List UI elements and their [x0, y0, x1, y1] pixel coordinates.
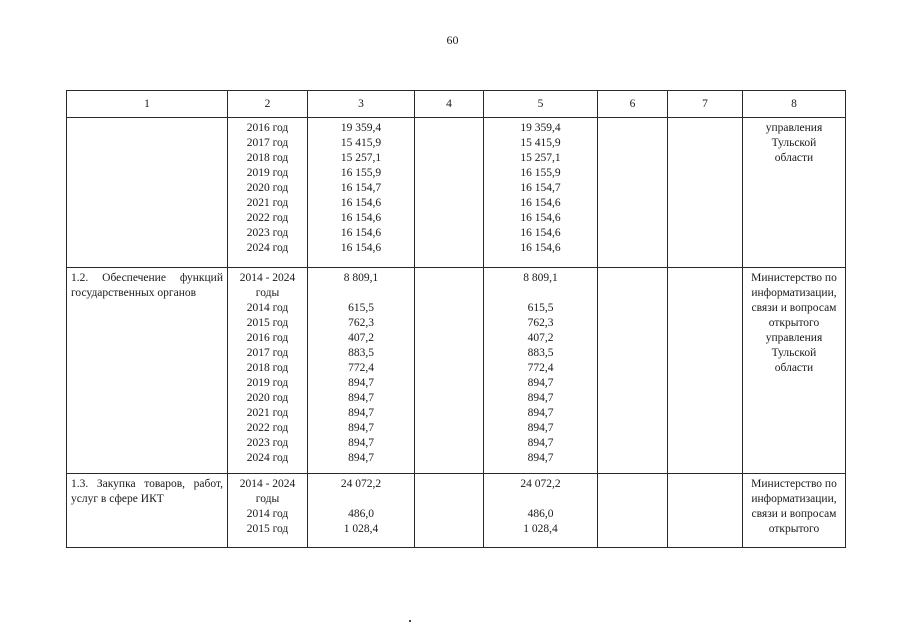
- cell-col-6: [598, 118, 668, 268]
- responsible-line: связи и вопросам: [751, 508, 837, 520]
- table-row: [67, 118, 846, 268]
- cell-period: [228, 268, 308, 474]
- table-row: [67, 474, 846, 548]
- value-line: [484, 286, 597, 301]
- responsible-line: области: [774, 362, 814, 374]
- value-line: 894,7: [348, 377, 374, 389]
- responsible-line: области: [774, 152, 814, 164]
- value-line: 19 359,4: [520, 122, 561, 134]
- responsible-line: управления: [765, 122, 823, 134]
- cell-col-3: [308, 268, 415, 474]
- period-line: 2022 год: [246, 212, 289, 224]
- value-line: 615,5: [348, 302, 374, 314]
- value-line: 16 154,6: [520, 212, 561, 224]
- cell-col-3: [308, 118, 415, 268]
- period-line: годы: [255, 493, 280, 505]
- header-col-3: 3: [308, 91, 415, 118]
- period-line: 2017 год: [246, 137, 289, 149]
- value-line: 16 154,7: [520, 182, 561, 194]
- cell-col-4: [415, 474, 484, 548]
- period-line: 2014 - 2024: [239, 478, 296, 490]
- description-line: 1.3. Закупка товаров, работ,: [71, 478, 223, 490]
- value-line: 16 155,9: [520, 167, 561, 179]
- description-line: услуг в сфере ИКТ: [71, 493, 164, 505]
- value-line: 16 154,7: [340, 182, 382, 194]
- page-number: 60: [446, 33, 459, 47]
- value-line: 894,7: [348, 422, 374, 434]
- period-line: 2024 год: [246, 452, 289, 464]
- value-line: 615,5: [527, 302, 554, 314]
- responsible-line: Тульской: [771, 137, 817, 149]
- cell-period: [228, 474, 308, 548]
- value-line: 894,7: [527, 437, 554, 449]
- value-line: 16 154,6: [520, 242, 561, 254]
- cell-responsible: [743, 268, 846, 474]
- period-line: 2019 год: [246, 167, 289, 179]
- period-line: 2015 год: [246, 317, 289, 329]
- period-line: 2019 год: [246, 377, 289, 389]
- responsible-line: открытого: [768, 523, 820, 535]
- cell-col-5: [484, 118, 598, 268]
- period-line: 2014 год: [246, 302, 289, 314]
- value-line: 894,7: [527, 452, 554, 464]
- cell-col-5: [484, 268, 598, 474]
- value-line: 883,5: [527, 347, 554, 359]
- responsible-line: управления: [765, 332, 823, 344]
- header-col-6: 6: [598, 91, 668, 118]
- value-line: [308, 492, 414, 507]
- period-line: годы: [255, 287, 280, 299]
- value-line: 16 155,9: [340, 167, 382, 179]
- period-line: 2023 год: [246, 437, 289, 449]
- header-row: [67, 91, 846, 118]
- cell-col-4: [415, 268, 484, 474]
- description-line: государственных органов: [71, 287, 197, 299]
- value-line: 894,7: [348, 407, 374, 419]
- value-line: 762,3: [527, 317, 554, 329]
- value-line: 894,7: [348, 392, 374, 404]
- responsible-line: Тульской: [771, 347, 817, 359]
- period-line: 2022 год: [246, 422, 289, 434]
- value-line: 407,2: [527, 332, 554, 344]
- responsible-line: связи и вопросам: [751, 302, 837, 314]
- value-line: 15 415,9: [340, 137, 382, 149]
- period-line: 2023 год: [246, 227, 289, 239]
- value-line: 15 257,1: [520, 152, 561, 164]
- value-line: 894,7: [527, 407, 554, 419]
- cell-col-7: [668, 118, 743, 268]
- period-line: 2016 год: [246, 122, 289, 134]
- value-line: 16 154,6: [340, 227, 382, 239]
- cell-responsible: [743, 474, 846, 548]
- period-line: 2014 год: [246, 508, 289, 520]
- value-line: 1 028,4: [343, 523, 379, 535]
- cell-description: [67, 118, 228, 268]
- header-col-4: 4: [415, 91, 484, 118]
- value-line: 24 072,2: [340, 478, 382, 490]
- cell-period: [228, 118, 308, 268]
- responsible-line: информатизации,: [751, 287, 837, 299]
- cell-col-6: [598, 268, 668, 474]
- cell-col-7: [668, 268, 743, 474]
- value-line: 16 154,6: [340, 197, 382, 209]
- cell-description: [67, 474, 228, 548]
- value-line: 486,0: [527, 508, 554, 520]
- period-line: 2020 год: [246, 182, 289, 194]
- period-line: 2021 год: [246, 197, 289, 209]
- header-col-2: 2: [228, 91, 308, 118]
- value-line: 16 154,6: [520, 227, 561, 239]
- value-line: 15 415,9: [520, 137, 561, 149]
- period-line: 2017 год: [246, 347, 289, 359]
- value-line: 772,4: [348, 362, 374, 374]
- value-line: 1 028,4: [523, 523, 558, 535]
- value-line: 19 359,4: [340, 122, 382, 134]
- header-col-7: 7: [668, 91, 743, 118]
- value-line: 16 154,6: [520, 197, 561, 209]
- cell-col-6: [598, 474, 668, 548]
- cell-description: [67, 268, 228, 474]
- description-line: 1.2. Обеспечение функций: [71, 272, 223, 284]
- value-line: 15 257,1: [340, 152, 382, 164]
- value-line: 8 809,1: [343, 272, 379, 284]
- period-line: 2016 год: [246, 332, 289, 344]
- cell-responsible: [743, 118, 846, 268]
- cell-col-3: [308, 474, 415, 548]
- cell-col-5: [484, 474, 598, 548]
- cell-col-7: [668, 474, 743, 548]
- value-line: 894,7: [348, 452, 374, 464]
- value-line: 894,7: [527, 392, 554, 404]
- value-line: 894,7: [348, 437, 374, 449]
- scan-speck: [409, 620, 411, 622]
- value-line: 486,0: [348, 508, 374, 520]
- value-line: 16 154,6: [340, 212, 382, 224]
- value-line: 16 154,6: [340, 242, 382, 254]
- period-line: 2021 год: [246, 407, 289, 419]
- value-line: 894,7: [527, 377, 554, 389]
- value-line: 8 809,1: [523, 272, 558, 284]
- period-line: 2014 - 2024: [239, 272, 296, 284]
- responsible-line: Министерство по: [751, 478, 837, 490]
- value-line: 762,3: [348, 317, 374, 329]
- period-line: 2018 год: [246, 362, 289, 374]
- responsible-line: открытого: [768, 317, 820, 329]
- period-line: 2020 год: [246, 392, 289, 404]
- header-col-5: 5: [484, 91, 598, 118]
- cell-col-4: [415, 118, 484, 268]
- period-line: 2018 год: [246, 152, 289, 164]
- responsible-line: Министерство по: [751, 272, 837, 284]
- budget-table: [66, 90, 846, 548]
- value-line: 772,4: [527, 362, 554, 374]
- responsible-line: информатизации,: [751, 493, 837, 505]
- table-row: [67, 268, 846, 474]
- value-line: [308, 286, 414, 301]
- header-col-8: 8: [743, 91, 846, 118]
- value-line: 894,7: [527, 422, 554, 434]
- value-line: 883,5: [348, 347, 374, 359]
- value-line: 24 072,2: [520, 478, 561, 490]
- value-line: 407,2: [348, 332, 374, 344]
- header-col-1: 1: [67, 91, 228, 118]
- period-line: 2015 год: [246, 523, 289, 535]
- period-line: 2024 год: [246, 242, 289, 254]
- value-line: [484, 492, 597, 507]
